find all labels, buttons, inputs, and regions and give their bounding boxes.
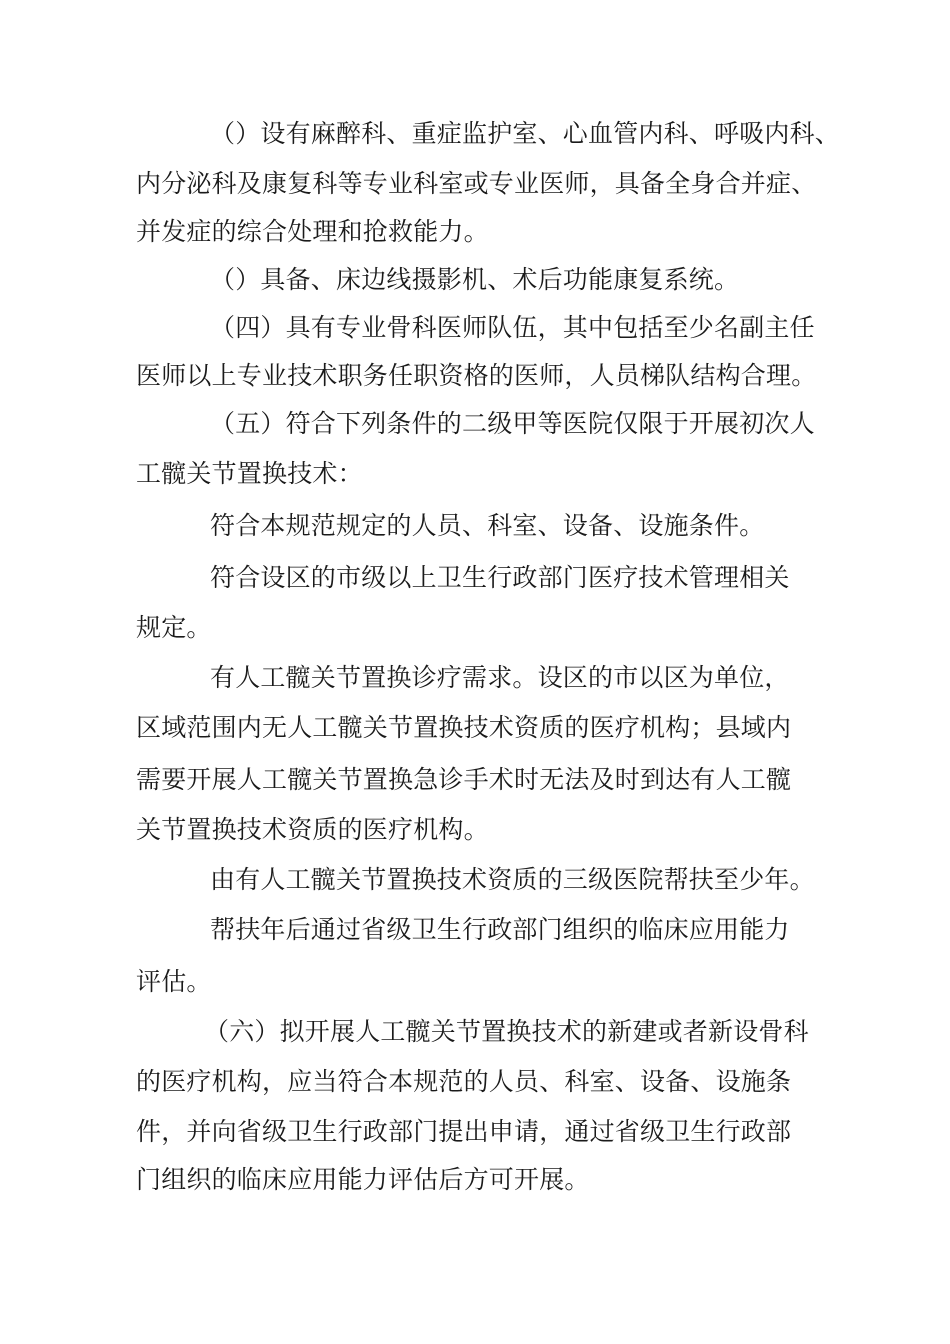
text-line: 并发症的综合处理和抢救能力。 — [136, 217, 489, 246]
text-line: 符合设区的市级以上卫生行政部门医疗技术管理相关 — [210, 563, 790, 592]
text-line: 由有人工髋关节置换技术资质的三级医院帮扶至少年。 — [210, 865, 815, 894]
text-line: （）具备、床边线摄影机、术后功能康复系统。 — [210, 265, 740, 294]
text-line: 评估。 — [136, 967, 212, 996]
text-line: 区域范围内无人工髋关节置换技术资质的医疗机构；县域内 — [136, 713, 792, 742]
text-line: 符合本规范规定的人员、科室、设备、设施条件。 — [210, 511, 765, 540]
text-line: 有人工髋关节置换诊疗需求。设区的市以区为单位， — [210, 663, 790, 692]
text-line: 内分泌科及康复科等专业科室或专业医师，具备全身合并症、 — [136, 169, 817, 198]
text-line: 门组织的临床应用能力评估后方可开展。 — [136, 1165, 590, 1194]
text-line: 需要开展人工髋关节置换急诊手术时无法及时到达有人工髋 — [136, 765, 792, 794]
text-line: 工髋关节置换技术： — [136, 459, 363, 488]
text-line: （六）拟开展人工髋关节置换技术的新建或者新设骨科 — [204, 1017, 809, 1046]
text-line: 的医疗机构，应当符合本规范的人员、科室、设备、设施条 — [136, 1067, 792, 1096]
text-line: 规定。 — [136, 613, 212, 642]
text-line: 关节置换技术资质的医疗机构。 — [136, 815, 489, 844]
text-line: （五）符合下列条件的二级甲等医院仅限于开展初次人 — [210, 409, 815, 438]
text-line: （四）具有专业骨科医师队伍，其中包括至少名副主任 — [210, 313, 815, 342]
text-line: 医师以上专业技术职务任职资格的医师，人员梯队结构合理。 — [136, 361, 817, 390]
text-line: 件，并向省级卫生行政部门提出申请，通过省级卫生行政部 — [136, 1117, 792, 1146]
text-line: 帮扶年后通过省级卫生行政部门组织的临床应用能力 — [210, 915, 790, 944]
text-line: （）设有麻醉科、重症监护室、心血管内科、呼吸内科、 — [210, 119, 841, 148]
